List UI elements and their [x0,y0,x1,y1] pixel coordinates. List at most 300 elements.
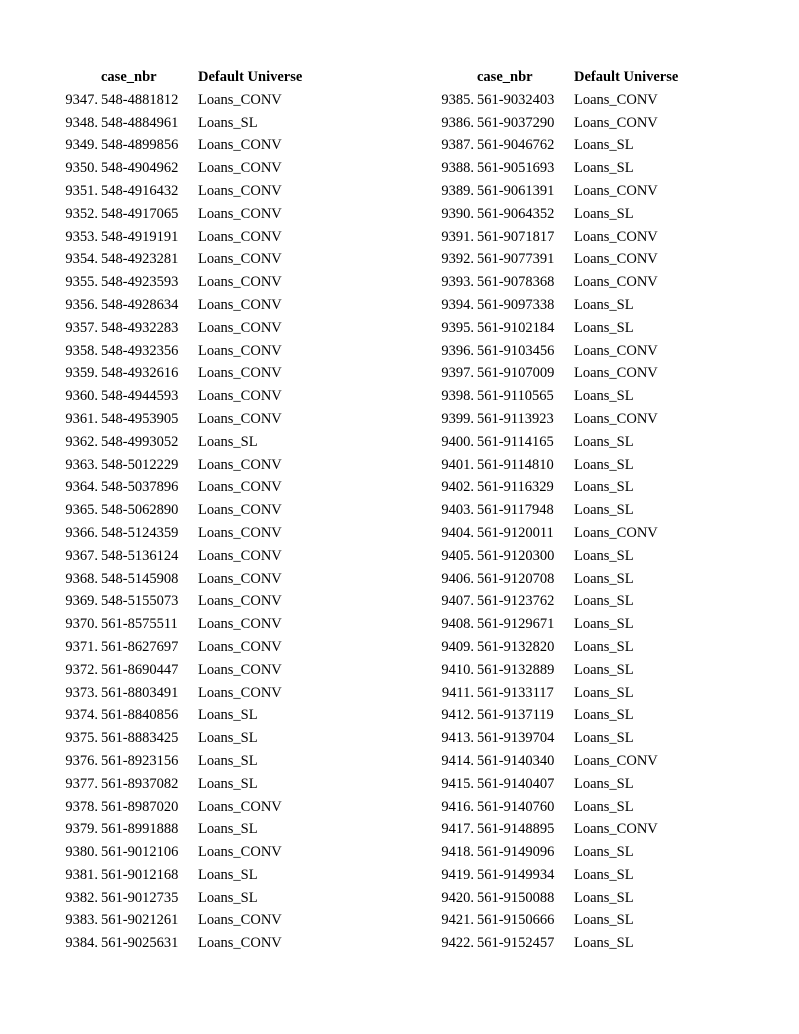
universe-cell: Loans_SL [198,752,258,769]
case-nbr-cell: 548-5037896 [101,479,179,496]
case-nbr-cell: 548-4881812 [101,91,179,108]
table-row [416,568,678,591]
row-index: 9378. [65,798,98,815]
table-row [40,727,302,750]
universe-cell: Loans_SL [574,730,634,747]
universe-cell: Loans_CONV [574,365,658,382]
universe-cell: Loans_SL [574,137,634,154]
case-nbr-cell: 561-9012106 [101,844,179,861]
row-index: 9358. [65,342,98,359]
universe-cell: Loans_CONV [574,410,658,427]
row-index: 9361. [65,410,98,427]
table-row [40,203,302,226]
row-index: 9375. [65,730,98,747]
case-nbr-cell: 561-8690447 [101,661,179,678]
table-row [40,362,302,385]
table-row [416,408,678,431]
row-index: 9387. [441,137,474,154]
table-row [40,590,302,613]
universe-cell: Loans_CONV [574,524,658,541]
universe-cell: Loans_CONV [574,342,658,359]
universe-cell: Loans_CONV [574,182,658,199]
case-nbr-cell: 561-9012735 [101,889,179,906]
table-row [40,112,302,135]
table-row [40,454,302,477]
case-nbr-cell: 561-9120708 [477,570,555,587]
row-index: 9407. [441,593,474,610]
case-nbr-cell: 561-9133117 [477,684,554,701]
table-row [416,476,678,499]
universe-cell: Loans_CONV [198,91,282,108]
universe-cell: Loans_CONV [198,342,282,359]
case-nbr-cell: 561-8575511 [101,616,178,633]
universe-cell: Loans_CONV [198,160,282,177]
table-row [416,271,678,294]
table-row [40,134,302,157]
table-row [416,248,678,271]
table-row [40,157,302,180]
universe-cell: Loans_CONV [574,752,658,769]
universe-cell: Loans_SL [198,433,258,450]
row-index: 9416. [441,798,474,815]
universe-cell: Loans_SL [574,661,634,678]
row-index: 9388. [441,160,474,177]
right-table [416,66,678,955]
row-index: 9408. [441,616,474,633]
universe-cell: Loans_CONV [574,114,658,131]
case-nbr-cell: 561-9132889 [477,661,555,678]
row-index: 9362. [65,433,98,450]
table-row [416,134,678,157]
row-index: 9376. [65,752,98,769]
table-row [40,340,302,363]
table-row [40,431,302,454]
row-index: 9405. [441,547,474,564]
universe-cell: Loans_SL [198,821,258,838]
table-row [40,545,302,568]
universe-cell: Loans_SL [574,205,634,222]
case-nbr-cell: 561-9148895 [477,821,555,838]
case-nbr-cell: 561-9116329 [477,479,554,496]
default-universe-header: Default Universe [574,69,679,85]
case-nbr-cell: 561-8840856 [101,707,179,724]
table-row [40,568,302,591]
case-nbr-cell: 561-9149096 [477,844,555,861]
table-row [40,750,302,773]
row-index: 9363. [65,456,98,473]
table-row [40,887,302,910]
table-row [40,864,302,887]
case-nbr-cell: 561-9152457 [477,935,555,952]
row-index: 9398. [441,388,474,405]
row-index: 9402. [441,479,474,496]
row-index: 9401. [441,456,474,473]
universe-cell: Loans_SL [574,433,634,450]
row-index: 9406. [441,570,474,587]
universe-cell: Loans_CONV [574,274,658,291]
universe-cell: Loans_SL [574,707,634,724]
row-index: 9382. [65,889,98,906]
table-row [416,887,678,910]
universe-cell: Loans_SL [198,775,258,792]
row-index: 9418. [441,844,474,861]
case-nbr-cell: 561-9102184 [477,319,555,336]
table-row [40,385,302,408]
universe-cell: Loans_SL [574,547,634,564]
universe-cell: Loans_CONV [198,798,282,815]
row-index: 9360. [65,388,98,405]
table-row [416,362,678,385]
universe-cell: Loans_SL [574,479,634,496]
universe-cell: Loans_SL [574,456,634,473]
case-nbr-cell: 548-4932356 [101,342,179,359]
universe-cell: Loans_SL [574,775,634,792]
table-row [416,682,678,705]
table-row [416,613,678,636]
table-row [40,408,302,431]
row-index: 9394. [441,296,474,313]
table-row [40,248,302,271]
row-index: 9412. [441,707,474,724]
case-nbr-cell: 561-9140760 [477,798,555,815]
row-index: 9350. [65,160,98,177]
case-nbr-cell: 548-5062890 [101,502,179,519]
case-nbr-cell: 548-4944593 [101,388,179,405]
table-row [40,294,302,317]
universe-cell: Loans_CONV [198,365,282,382]
case-nbr-cell: 561-8883425 [101,730,179,747]
case-nbr-cell: 561-9117948 [477,502,554,519]
case-nbr-cell: 561-9120300 [477,547,555,564]
case-nbr-cell: 548-4932283 [101,319,179,336]
table-row [40,89,302,112]
case-nbr-cell: 561-9114165 [477,433,554,450]
case-nbr-cell: 561-9110565 [477,388,554,405]
row-index: 9420. [441,889,474,906]
universe-cell: Loans_CONV [198,684,282,701]
table-row [40,773,302,796]
universe-cell: Loans_CONV [198,274,282,291]
case-nbr-cell: 548-4993052 [101,433,179,450]
case-nbr-cell: 561-8803491 [101,684,179,701]
index-header [416,66,477,89]
row-index: 9372. [65,661,98,678]
universe-cell: Loans_CONV [198,182,282,199]
case-nbr-cell: 548-4919191 [101,228,179,245]
case-nbr-cell: 561-8987020 [101,798,179,815]
case-nbr-cell: 561-9114810 [477,456,554,473]
table-row [416,727,678,750]
table-row [416,773,678,796]
row-index: 9373. [65,684,98,701]
case-nbr-cell: 561-8937082 [101,775,179,792]
table-row [416,864,678,887]
case-nbr-cell: 561-8991888 [101,821,179,838]
table-row [40,932,302,955]
case-nbr-cell: 561-9025631 [101,935,179,952]
table-row [40,499,302,522]
case-nbr-header: case_nbr [101,69,157,85]
row-index: 9417. [441,821,474,838]
case-nbr-cell: 561-9123762 [477,593,555,610]
table-row [40,317,302,340]
case-nbr-cell: 561-9140340 [477,752,555,769]
row-index: 9419. [441,866,474,883]
table-row [40,909,302,932]
universe-cell: Loans_CONV [198,547,282,564]
table-row [416,317,678,340]
table-row [40,704,302,727]
row-index: 9357. [65,319,98,336]
case-nbr-cell: 561-9137119 [477,707,554,724]
universe-cell: Loans_SL [574,844,634,861]
row-index: 9399. [441,410,474,427]
row-index: 9347. [65,91,98,108]
case-nbr-cell: 561-8923156 [101,752,179,769]
row-index: 9374. [65,707,98,724]
universe-cell: Loans_CONV [198,137,282,154]
universe-cell: Loans_CONV [198,251,282,268]
table-row [40,180,302,203]
case-nbr-cell: 561-9129671 [477,616,555,633]
case-nbr-cell: 561-9061391 [477,182,555,199]
case-nbr-cell: 561-9071817 [477,228,555,245]
row-index: 9348. [65,114,98,131]
row-index: 9410. [441,661,474,678]
table-row [416,454,678,477]
row-index: 9349. [65,137,98,154]
row-index: 9400. [441,433,474,450]
table-row [416,590,678,613]
universe-cell: Loans_SL [574,912,634,929]
right-table-body [416,89,678,955]
row-index: 9355. [65,274,98,291]
table-row [416,431,678,454]
table-row [416,180,678,203]
universe-cell: Loans_SL [198,866,258,883]
case-nbr-cell: 561-9097338 [477,296,555,313]
row-index: 9377. [65,775,98,792]
case-nbr-cell: 561-9120011 [477,524,554,541]
case-nbr-header: case_nbr [477,69,533,85]
case-nbr-cell: 561-9103456 [477,342,555,359]
universe-cell: Loans_SL [574,638,634,655]
case-nbr-cell: 548-4904962 [101,160,179,177]
table-row [40,841,302,864]
default-universe-header: Default Universe [198,69,303,85]
universe-cell: Loans_SL [574,593,634,610]
case-nbr-cell: 548-4953905 [101,410,179,427]
universe-cell: Loans_CONV [198,935,282,952]
table-row [416,704,678,727]
row-index: 9380. [65,844,98,861]
universe-cell: Loans_CONV [198,296,282,313]
table-row [416,659,678,682]
table-row [416,636,678,659]
row-index: 9383. [65,912,98,929]
table-row [416,499,678,522]
universe-cell: Loans_SL [574,684,634,701]
case-nbr-cell: 548-5136124 [101,547,179,564]
row-index: 9371. [65,638,98,655]
case-nbr-cell: 561-9046762 [477,137,555,154]
universe-cell: Loans_CONV [198,638,282,655]
row-index: 9385. [441,91,474,108]
row-index: 9354. [65,251,98,268]
universe-cell: Loans_SL [198,114,258,131]
table-row [416,203,678,226]
case-nbr-cell: 561-9078368 [477,274,555,291]
table-row [416,385,678,408]
row-index: 9386. [441,114,474,131]
header-row [40,66,302,89]
universe-cell: Loans_CONV [574,821,658,838]
universe-cell: Loans_SL [198,730,258,747]
case-nbr-cell: 548-4884961 [101,114,179,131]
row-index: 9422. [441,935,474,952]
universe-cell: Loans_CONV [198,524,282,541]
case-nbr-cell: 548-5012229 [101,456,179,473]
case-nbr-cell: 561-9139704 [477,730,555,747]
table-row [40,226,302,249]
universe-cell: Loans_CONV [198,319,282,336]
case-nbr-cell: 548-4899856 [101,137,179,154]
row-index: 9381. [65,866,98,883]
table-row [416,112,678,135]
table-row [416,909,678,932]
universe-cell: Loans_SL [198,707,258,724]
table-row [416,294,678,317]
universe-cell: Loans_CONV [198,593,282,610]
row-index: 9421. [441,912,474,929]
case-nbr-cell: 548-5124359 [101,524,179,541]
case-nbr-cell: 548-4916432 [101,182,179,199]
case-nbr-cell: 561-9037290 [477,114,555,131]
table-row [416,157,678,180]
universe-cell: Loans_CONV [198,570,282,587]
row-index: 9390. [441,205,474,222]
table-row [416,89,678,112]
universe-cell: Loans_SL [574,319,634,336]
row-index: 9403. [441,502,474,519]
table-row [416,750,678,773]
case-nbr-cell: 548-4932616 [101,365,179,382]
table-row [416,818,678,841]
table-row [40,682,302,705]
case-nbr-cell: 561-9051693 [477,160,555,177]
row-index: 9359. [65,365,98,382]
universe-cell: Loans_SL [574,866,634,883]
row-index: 9413. [441,730,474,747]
case-nbr-cell: 561-9140407 [477,775,555,792]
row-index: 9409. [441,638,474,655]
case-nbr-cell: 561-9132820 [477,638,555,655]
table-row [40,818,302,841]
universe-cell: Loans_CONV [574,91,658,108]
row-index: 9392. [441,251,474,268]
universe-cell: Loans_SL [574,616,634,633]
table-row [416,932,678,955]
universe-cell: Loans_SL [574,296,634,313]
universe-cell: Loans_CONV [198,205,282,222]
case-nbr-cell: 561-9077391 [477,251,555,268]
universe-cell: Loans_CONV [574,251,658,268]
row-index: 9395. [441,319,474,336]
universe-cell: Loans_CONV [574,228,658,245]
row-index: 9393. [441,274,474,291]
row-index: 9411. [441,684,474,701]
row-index: 9370. [65,616,98,633]
case-nbr-cell: 548-5145908 [101,570,179,587]
table-row [416,841,678,864]
row-index: 9391. [441,228,474,245]
table-row [416,522,678,545]
universe-cell: Loans_SL [574,935,634,952]
case-nbr-cell: 561-9064352 [477,205,555,222]
left-table-body [40,89,302,955]
case-nbr-cell: 561-9032403 [477,91,555,108]
row-index: 9364. [65,479,98,496]
case-nbr-cell: 548-4917065 [101,205,179,222]
case-nbr-cell: 561-9021261 [101,912,179,929]
case-nbr-cell: 561-9012168 [101,866,179,883]
row-index: 9368. [65,570,98,587]
table-row [40,476,302,499]
header-row [416,66,678,89]
row-index: 9351. [65,182,98,199]
universe-cell: Loans_CONV [198,456,282,473]
universe-cell: Loans_SL [574,160,634,177]
row-index: 9384. [65,935,98,952]
row-index: 9414. [441,752,474,769]
table-row [40,659,302,682]
case-nbr-cell: 561-9113923 [477,410,554,427]
table-row [40,796,302,819]
row-index: 9366. [65,524,98,541]
table-row [40,636,302,659]
row-index: 9365. [65,502,98,519]
index-header [40,66,101,89]
table-row [416,545,678,568]
case-nbr-cell: 561-8627697 [101,638,179,655]
universe-cell: Loans_SL [574,502,634,519]
universe-cell: Loans_SL [574,388,634,405]
universe-cell: Loans_CONV [198,410,282,427]
universe-cell: Loans_CONV [198,844,282,861]
case-nbr-cell: 548-4923593 [101,274,179,291]
table-row [40,522,302,545]
table-row [40,271,302,294]
universe-cell: Loans_CONV [198,912,282,929]
universe-cell: Loans_SL [574,570,634,587]
universe-cell: Loans_CONV [198,479,282,496]
row-index: 9367. [65,547,98,564]
universe-cell: Loans_CONV [198,616,282,633]
case-nbr-cell: 561-9107009 [477,365,555,382]
table-row [416,796,678,819]
row-index: 9404. [441,524,474,541]
universe-cell: Loans_SL [198,889,258,906]
row-index: 9389. [441,182,474,199]
case-nbr-cell: 548-4923281 [101,251,179,268]
row-index: 9415. [441,775,474,792]
row-index: 9369. [65,593,98,610]
universe-cell: Loans_SL [574,798,634,815]
case-nbr-cell: 561-9150088 [477,889,555,906]
row-index: 9379. [65,821,98,838]
row-index: 9397. [441,365,474,382]
case-nbr-cell: 548-4928634 [101,296,179,313]
